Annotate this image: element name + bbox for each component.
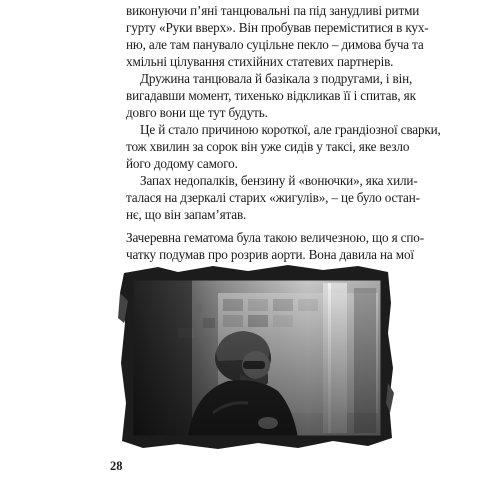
text-line: Це й стало причиною короткої, але грандіозної сварки, — [140, 122, 441, 137]
text-line: його додому самого. — [126, 156, 238, 171]
text-line: довго вони ще тут будуть. — [126, 105, 268, 120]
page-number: 28 — [110, 459, 123, 473]
text-line: Зачеревна гематома була такою величезною, що я спо- — [126, 230, 424, 245]
text-line: талася на дзеркалі старих «жигулів», – це було остан- — [126, 190, 420, 205]
text-line: гурту «Руки вверх». Він пробував переміститися в кух- — [126, 20, 429, 35]
text-line: вигадавши момент, тихенько відкликав її і спитав, як — [126, 88, 416, 103]
text-line: тож хвилин за сорок він уже сидів у таксі, яке везло — [126, 139, 410, 154]
surgeon-photo — [118, 263, 394, 450]
text-line: нє, що він запам’ятав. — [126, 207, 247, 222]
text-line: Запах недопалків, бензину й «вонючки», яка хили- — [140, 173, 418, 188]
text-line: хмільні цілування стихійних статевих партнерів. — [126, 54, 394, 69]
text-line: Дружина танцювала й базікала з подругами, і він, — [140, 71, 413, 86]
text-line: ню, але там панувало суцільне пекло – димова буча та — [126, 37, 424, 52]
text-line: чатку подумав про розрив аорти. Вона давила на мої — [126, 247, 414, 262]
text-line: виконуючи п’яні танцювальні па під занудливі ритми — [126, 3, 420, 18]
